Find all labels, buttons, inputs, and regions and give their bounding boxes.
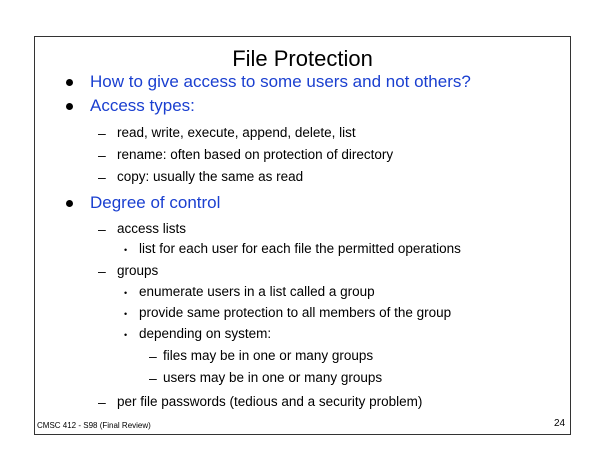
bullet-dot: [66, 200, 73, 207]
dash-marker: –: [98, 221, 106, 237]
access-lists-detail: list for each user for each file the permitted operations: [139, 241, 461, 256]
dash-marker: –: [98, 147, 106, 163]
sub-bullet-marker: •: [124, 330, 128, 340]
sub-bullet-marker: •: [124, 245, 128, 255]
dash-marker: –: [98, 125, 106, 141]
control-access-lists: access lists: [117, 221, 187, 236]
dash-marker: –: [98, 394, 106, 410]
bullet-dot: [66, 103, 73, 110]
dash-marker: –: [149, 348, 157, 364]
groups-detail: depending on system:: [139, 326, 272, 341]
dash-marker: –: [98, 169, 106, 185]
sub-bullet-marker: •: [124, 309, 128, 319]
bullet-access-types: Access types:: [90, 96, 195, 115]
bullet-degree-of-control: Degree of control: [90, 193, 221, 212]
dash-marker: –: [98, 263, 106, 279]
page-number: 24: [554, 418, 566, 429]
slide-title: File Protection: [232, 46, 373, 71]
bullet-dot: [66, 79, 73, 86]
access-type-item: rename: often based on protection of directory: [117, 147, 394, 162]
system-detail: users may be in one or many groups: [163, 370, 383, 385]
sub-bullet-marker: •: [124, 288, 128, 298]
access-type-item: read, write, execute, append, delete, list: [117, 125, 356, 140]
control-groups: groups: [117, 263, 159, 278]
access-type-item: copy: usually the same as read: [117, 169, 304, 184]
control-passwords: per file passwords (tedious and a security problem): [117, 394, 423, 409]
bullet-access-question: How to give access to some users and not others?: [90, 72, 471, 91]
system-detail: files may be in one or many groups: [163, 348, 374, 363]
slide-footer: CMSC 412 - S98 (Final Review): [37, 421, 151, 430]
groups-detail: enumerate users in a list called a group: [139, 284, 375, 299]
dash-marker: –: [149, 370, 157, 386]
groups-detail: provide same protection to all members of the group: [139, 305, 452, 320]
